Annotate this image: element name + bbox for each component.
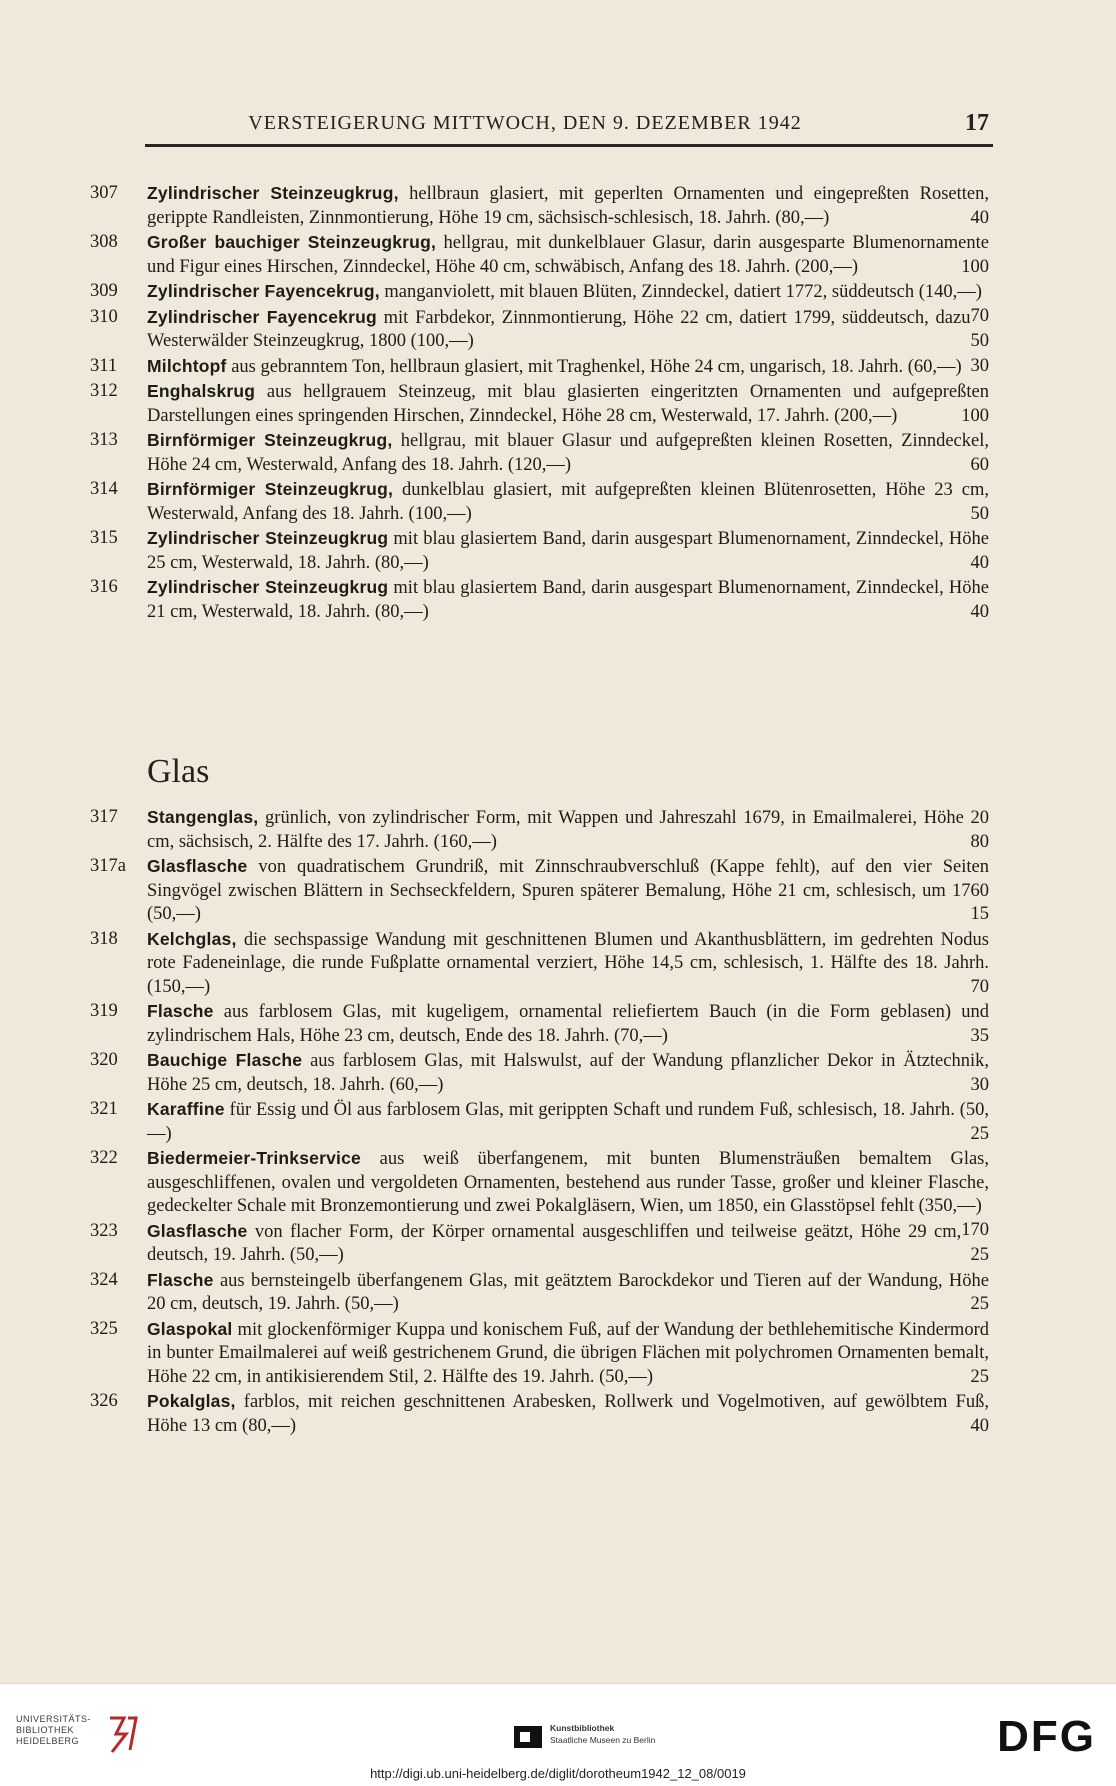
uni-logo-line-1: UNIVERSITÄTS- (16, 1714, 92, 1724)
footer-bar (0, 1683, 1116, 1769)
entry-description (147, 231, 989, 279)
catalog-entry (0, 806, 1116, 854)
catalog-entry (0, 306, 1116, 354)
kunstbibliothek-title: Kunstbibliothek (550, 1723, 615, 1733)
lot-number: 318 (90, 928, 118, 949)
entry-estimate: 70 (970, 976, 989, 997)
entry-description (147, 306, 989, 354)
entry-text: von flacher Form, der Körper ornamental ausgeschliffen und teilweise geätzt, Höhe 29 cm, deutsch, 19. Jahrh. (50,—) (147, 1221, 962, 1265)
entry-title: Biedermeier-Trinkservice (147, 1148, 361, 1168)
entry-description (147, 806, 989, 854)
lot-number: 308 (90, 232, 118, 252)
entry-title: Birnförmiger Steinzeugkrug, (147, 479, 394, 499)
uni-heidelberg-logo[interactable] (16, 1714, 146, 1754)
entry-estimate: 60 (970, 454, 989, 475)
kunstbibliothek-subtitle: Staatliche Museen zu Berlin (550, 1735, 656, 1745)
catalog-entry (0, 576, 1116, 624)
catalog-entry (0, 380, 1116, 428)
lot-number: 315 (90, 528, 118, 548)
entry-estimate: 40 (970, 601, 989, 622)
entry-description (147, 1269, 989, 1317)
catalog-entry (0, 855, 1116, 927)
entry-description (147, 182, 989, 230)
entries-stoneware (0, 182, 1116, 625)
lot-number: 321 (90, 1099, 118, 1119)
entry-estimate: 25 (970, 1245, 989, 1265)
entry-title: Zylindrischer Steinzeugkrug (147, 528, 389, 548)
entry-description (147, 928, 989, 1000)
entry-estimate: 50 (970, 503, 989, 524)
lot-number: 322 (90, 1148, 118, 1168)
entry-description (147, 1000, 989, 1048)
entry-description (147, 355, 989, 380)
entry-estimate: 30 (970, 355, 989, 376)
entry-description (147, 1318, 989, 1390)
lot-number: 320 (90, 1050, 118, 1070)
lot-number: 309 (90, 281, 118, 301)
entry-estimate: 25 (970, 1366, 989, 1387)
lot-number: 323 (90, 1220, 118, 1241)
lot-number: 325 (90, 1318, 118, 1339)
entry-text: hellgrau, mit dunkelblauer Glasur, darin ausgesparte Blumenornamente und Figur eines Hirschen, Zinndeckel, Höhe 40 cm, schwäbisch, Anfang des 18. Jahrh. (200,—) (147, 233, 989, 277)
entry-text: für Essig und Öl aus farblosem Glas, mit gerippten Schaft und rundem Fuß, schlesisch, 18. Jahrh. (50,—) (147, 1100, 989, 1144)
entry-text: aus hellgrauem Steinzeug, mit blau glasierten eingeritzten Ornamenten und aufgepreßten Darstellungen eines springenden Hirschen, Zinndeckel, Höhe 28 cm, Westerwald, 17. Jahrh. (200,—) (147, 382, 989, 426)
entry-title: Großer bauchiger Steinzeugkrug, (147, 232, 437, 252)
entry-description (147, 1098, 989, 1146)
catalog-entry (0, 231, 1116, 279)
header-rule (145, 144, 993, 147)
entry-description (147, 1049, 989, 1097)
entry-text: mit blau glasiertem Band, darin ausgespart Blumenornament, Zinndeckel, Höhe 21 cm, Westerwald, 18. Jahrh. (80,—) (147, 578, 989, 622)
entry-title: Enghalskrug (147, 381, 256, 401)
entry-title: Zylindrischer Steinzeugkrug, (147, 183, 399, 203)
kunstbibliothek-logo[interactable] (512, 1720, 732, 1756)
entry-title: Karaffine (147, 1099, 225, 1119)
entry-text: aus gebranntem Ton, hellbraun glasiert, mit Traghenkel, Höhe 24 cm, ungarisch, 18. Jahrh. (60,—) (226, 356, 962, 377)
entry-title: Birnförmiger Steinzeugkrug, (147, 430, 393, 450)
entry-estimate: 15 (970, 904, 989, 924)
entry-title: Glasflasche (147, 856, 248, 876)
entry-estimate: 30 (970, 1074, 989, 1095)
lot-number: 319 (90, 1001, 118, 1021)
entry-title: Stangenglas, (147, 807, 259, 827)
entry-estimate: 50 (970, 331, 989, 351)
entry-description (147, 1220, 989, 1268)
entry-title: Milchtopf (147, 355, 227, 376)
entry-estimate: 70 (970, 305, 989, 326)
entry-estimate: 100 (961, 405, 989, 426)
catalog-entry (0, 429, 1116, 477)
entry-text: aus farblosem Glas, mit Halswulst, auf der Wandung pflanzlicher Dekor in Ätztechnik, Höhe 25 cm, deutsch, 18. Jahrh. (60,—) (147, 1051, 989, 1095)
section-heading-glas: Glas (147, 753, 210, 790)
entry-description (147, 527, 989, 575)
entry-text: die sechspassige Wandung mit geschnittenen Blumen und Akanthusblättern, im gedrehten Nodus rote Fadeneinlage, die runde Fußplatte ornamental verziert, Höhe 14,5 cm, schlesisch, 1. Hälfte des 18. Jahrh. (150,—) (147, 929, 989, 997)
entry-text: farblos, mit reichen geschnittenen Arabesken, Rollwerk und Vogelmotiven, auf gewölbtem Fuß, Höhe 13 cm (80,—) (147, 1392, 989, 1436)
catalog-entry (0, 1000, 1116, 1048)
lot-number: 312 (90, 381, 118, 401)
entry-title: Kelchglas, (147, 928, 237, 949)
catalog-entry (0, 355, 1116, 380)
lot-number: 310 (90, 306, 118, 327)
entries-glass (0, 806, 1116, 1439)
entry-description (147, 576, 989, 624)
entry-description (147, 380, 989, 428)
entry-title: Zylindrischer Steinzeugkrug (147, 577, 389, 597)
kunstbibliothek-icon (512, 1720, 544, 1752)
page-number: 17 (965, 110, 989, 136)
running-header (145, 112, 993, 144)
entry-text: hellbraun glasiert, mit geperlten Ornamenten und eingepreßten Rosetten, gerippte Randleisten, Zinnmontierung, Höhe 19 cm, sächsisch-schlesisch, 18. Jahrh. (80,—) (147, 184, 989, 228)
footer-url[interactable]: http://digi.ub.uni-heidelberg.de/diglit/dorotheum1942_12_08/0019 (370, 1766, 746, 1781)
lot-number: 313 (90, 430, 118, 450)
entry-estimate: 40 (970, 1415, 989, 1436)
entry-title: Glasflasche (147, 1220, 248, 1241)
catalog-entry (0, 1390, 1116, 1438)
entry-title: Zylindrischer Fayencekrug (147, 306, 377, 327)
entry-text: dunkelblau glasiert, mit aufgepreßten kleinen Blütenrosetten, Höhe 23 cm, Westerwald, Anfang des 18. Jahrh. (100,—) (147, 480, 989, 524)
uni-logo-icon (102, 1714, 142, 1754)
uni-logo-line-2: BIBLIOTHEK (16, 1725, 75, 1735)
catalog-entry (0, 478, 1116, 526)
entry-text: mit Farbdekor, Zinnmontierung, Höhe 22 cm, datiert 1799, süddeutsch, dazu Westerwälder Steinzeugkrug, 1800 (100,—) (147, 307, 971, 351)
entry-description (147, 478, 989, 526)
lot-number: 311 (90, 355, 118, 376)
entry-title: Bauchige Flasche (147, 1050, 303, 1070)
entry-estimate: 25 (970, 1123, 989, 1144)
entry-title: Pokalglas, (147, 1391, 236, 1411)
entry-estimate: 170 (961, 1219, 989, 1240)
catalog-entry (0, 527, 1116, 575)
lot-number: 326 (90, 1391, 118, 1411)
entry-title: Zylindrischer Fayencekrug, (147, 281, 380, 301)
entry-estimate: 25 (970, 1294, 989, 1314)
catalog-entry (0, 182, 1116, 230)
kunstbibliothek-text (550, 1722, 655, 1746)
entry-text: grünlich, von zylindrischer Form, mit Wappen und Jahreszahl 1679, in Emailmalerei, Höhe 20 cm, sächsisch, 2. Hälfte des 17. Jahrh. (160,—) (147, 808, 989, 852)
catalog-entry (0, 928, 1116, 1000)
header-title: VERSTEIGERUNG MITTWOCH, DEN 9. DEZEMBER 1942 (248, 112, 802, 134)
lot-number: 316 (90, 577, 118, 597)
entry-text: aus bernsteingelb überfangenem Glas, mit geätztem Barockdekor und Tieren auf der Wandung, Höhe 20 cm, deutsch, 19. Jahrh. (50,—) (147, 1270, 989, 1314)
entry-description (147, 855, 989, 927)
dfg-logo[interactable]: DFG (997, 1712, 1096, 1761)
entry-estimate: 40 (970, 552, 989, 573)
lot-number: 314 (90, 479, 118, 499)
lot-number: 317 (90, 807, 118, 827)
catalog-entry (0, 1049, 1116, 1097)
entry-estimate: 35 (970, 1025, 989, 1046)
entry-title: Flasche (147, 1269, 214, 1290)
entry-title: Flasche (147, 1001, 214, 1021)
entry-text: aus weiß überfangenem, mit bunten Blumensträußen bemaltem Glas, ausgeschliffenen, ovalen und vergoldeten Ornamenten, bestehend aus runder Tasse, großer und kleiner Flasche, gedeckelter Schale mit Bronzemontierung und zwei Pokalgläsern, Wien, um 1850, ein Glasstöpsel fehlt (350,—) (147, 1149, 989, 1216)
entry-estimate: 100 (961, 256, 989, 277)
lot-number: 307 (90, 183, 118, 203)
entry-text: von quadratischem Grundriß, mit Zinnschraubverschluß (Kappe fehlt), auf den vier Seiten Singvögel zwischen Blättern in Sechseckfeldern, Spuren späterer Bemalung, Höhe 21 cm, schlesisch, um 1760 (50,—) (147, 857, 989, 924)
lot-number: 317a (90, 856, 126, 876)
entry-text: mit blau glasiertem Band, darin ausgespart Blumenornament, Zinndeckel, Höhe 25 cm, Westerwald, 18. Jahrh. (80,—) (147, 529, 989, 573)
entry-text: mit glockenförmiger Kuppa und konischem Fuß, auf der Wandung der bethlehemitische Kindermord in bunter Emailmalerei auf weiß gestrichenem Grund, die übrigen Flächen mit polychromen Ornamenten bemalt, Höhe 22 cm, in antikisierendem Stil, 2. Hälfte des 19. Jahrh. (50,—) (147, 1319, 989, 1387)
catalog-entry (0, 1220, 1116, 1268)
lot-number: 324 (90, 1269, 118, 1290)
entry-estimate: 40 (970, 207, 989, 228)
catalog-entry (0, 1318, 1116, 1390)
uni-logo-line-3: HEIDELBERG (16, 1736, 80, 1746)
entry-text: aus farblosem Glas, mit kugeligem, ornamental reliefiertem Bauch (in die Form geblasen) und zylindrischem Hals, Höhe 23 cm, deutsch, Ende des 18. Jahrh. (70,—) (147, 1002, 989, 1046)
entry-description (147, 1390, 989, 1438)
entry-estimate: 80 (970, 831, 989, 852)
entry-text: manganviolett, mit blauen Blüten, Zinndeckel, datiert 1772, süddeutsch (140,—) (379, 282, 982, 302)
catalog-entry (0, 1098, 1116, 1146)
catalog-entry (0, 1269, 1116, 1317)
entry-description (147, 429, 989, 477)
entry-text: hellgrau, mit blauer Glasur und aufgepreßten kleinen Rosetten, Zinndeckel, Höhe 24 cm, Westerwald, Anfang des 18. Jahrh. (120,—) (147, 431, 989, 475)
entry-description (147, 280, 989, 326)
entry-title: Glaspokal (147, 1318, 233, 1339)
